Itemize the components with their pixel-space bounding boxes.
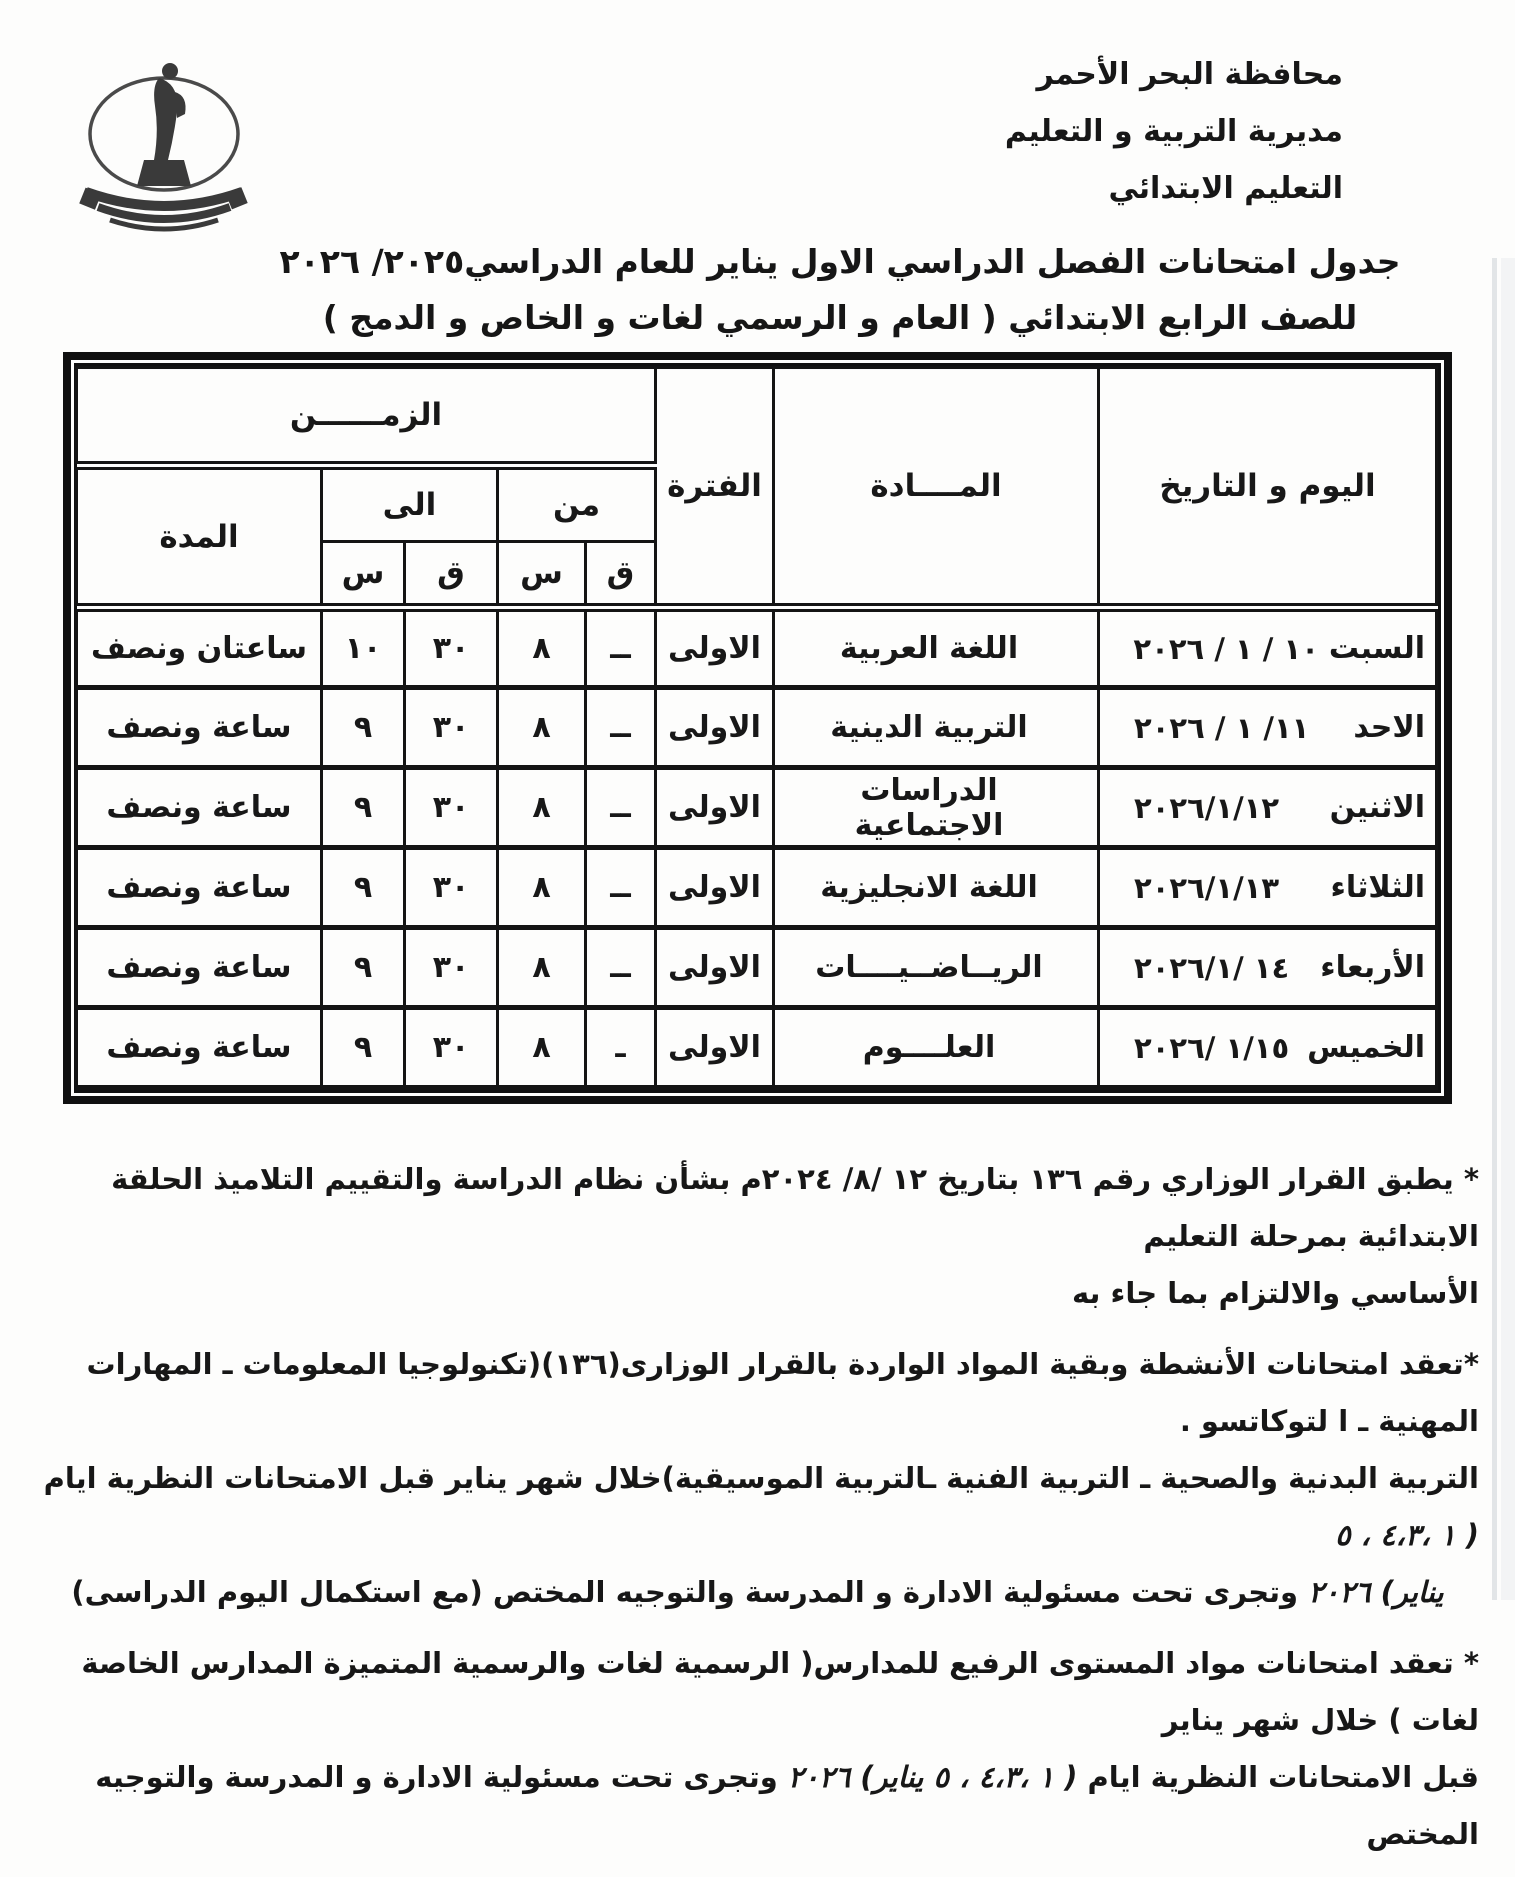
duration-cell: ساعة ونصف [76,928,321,1008]
to-hours-cell: ٩ [322,928,405,1008]
scan-artifact-line [1492,258,1497,1600]
footnote-text: وتجرى تحت مسئولية الادارة و المدرسة والتوجيه المختص (مع استكمال اليوم الدراسى) [71,1575,1309,1609]
exam-schedule-table [75,366,1438,1090]
to-minutes-cell: ٣٠ [405,688,498,768]
footnote-text: قبل الامتحانات النظرية ايام [1077,1760,1479,1794]
col-header-duration: المدة [76,466,321,608]
to-minutes-cell: ٣٠ [405,608,498,688]
exam-date: ٢٠٢٦/ ١/١٥ [1134,1030,1290,1065]
org-line-directorate: مديرية التربية و التعليم [1004,114,1343,149]
period-cell: الاولى [656,928,774,1008]
footnote-activities [36,1336,1479,1621]
to-minutes-cell: ٣٠ [405,848,498,928]
subject-cell: اللغة العربية [774,608,1099,688]
duration-cell: ساعتان ونصف [76,608,321,688]
footnote-text: وتجرى تحت مسئولية الادارة و المدرسة والتوجيه المختص [95,1760,1479,1851]
period-cell: الاولى [656,608,774,688]
day-name: الخميس [1307,1030,1425,1065]
from-minutes-cell: ــ [586,848,656,928]
subject-cell: الدراسات الاجتماعية [774,768,1099,848]
duration-cell: ساعة ونصف [76,688,321,768]
scan-artifact-edge [1501,258,1515,1600]
from-hours-cell: ٨ [498,1008,586,1088]
from-hours-cell: ٨ [498,848,586,928]
day-name: الاحد [1353,710,1425,745]
footnote-line [36,1564,1479,1621]
org-line-stage: التعليم الابتدائي [1108,171,1343,206]
footnote-dates: يناير) ٢٠٢٦ [1308,1575,1444,1609]
from-hours-cell: ٨ [498,608,586,688]
to-minutes-cell: ٣٠ [405,928,498,1008]
subject-cell: اللغة الانجليزية [774,848,1099,928]
col-header-day-date: اليوم و التاريخ [1099,368,1437,608]
to-hours-cell: ٩ [322,688,405,768]
period-cell: الاولى [656,768,774,848]
table-row [76,688,1436,768]
subject-cell: الريــاضــيــــات [774,928,1099,1008]
from-minutes-cell: ــ [586,608,656,688]
to-hours-cell: ٩ [322,768,405,848]
to-hours-cell: ٩ [322,848,405,928]
table-row [76,768,1436,848]
from-minutes-cell: ــ [586,688,656,768]
governorate-statue-emblem-icon [58,34,268,234]
subject-cell: العلــــوم [774,1008,1099,1088]
col-header-to-hours: س [322,542,405,608]
col-header-to-minutes: ق [405,542,498,608]
title-line-2: للصف الرابع الابتدائي ( العام و الرسمي لغات و الخاص و الدمج ) [322,298,1358,337]
exam-date: ٢٠٢٦/١/١٣ [1134,870,1280,905]
org-header [1005,46,1343,217]
to-hours-cell: ١٠ [322,608,405,688]
from-hours-cell: ٨ [498,768,586,848]
exam-date: ٢٠٢٦ / ١ / ١٠ [1133,631,1319,666]
col-header-period: الفترة [656,368,774,608]
footnote-line [36,1450,1479,1564]
day-name: الثلاثاء [1330,870,1425,905]
footnote-line: الأساسي والالتزام بما جاء به [1071,1276,1479,1310]
footnote-advanced-level [36,1635,1479,1863]
from-minutes-cell: ـ [586,1008,656,1088]
footnotes [36,1151,1479,1877]
footnote-decree [36,1151,1479,1322]
footnote-line: * تعقد امتحانات مواد المستوى الرفيع للمدارس( الرسمية لغات والرسمية المتميزة المدارس الخاصة لغات ) خلال شهر يناير [81,1646,1479,1737]
from-minutes-cell: ــ [586,928,656,1008]
exam-schedule-table-frame [63,352,1452,1104]
title-line-1: جدول امتحانات الفصل الدراسي الاول يناير للعام الدراسي٢٠٢٥/ ٢٠٢٦ [279,242,1401,281]
duration-cell: ساعة ونصف [76,1008,321,1088]
col-header-time: الزمــــــن [76,368,655,466]
table-row [76,928,1436,1008]
exam-date: ٢٠٢٦/١/ ١٤ [1134,950,1290,985]
col-header-from: من [498,466,656,542]
to-minutes-cell: ٣٠ [405,768,498,848]
footnote-text: التربية البدنية والصحية ـ التربية الفنية ـالتربية الموسيقية)خلال شهر يناير قبل الامتحانات النظرية ايام [43,1461,1479,1495]
footnote-line [36,1749,1479,1863]
table-row [76,1008,1436,1088]
exam-date: ٢٠٢٦ / ١ /١١ [1134,710,1310,745]
table-row [76,608,1436,688]
duration-cell: ساعة ونصف [76,768,321,848]
duration-cell: ساعة ونصف [76,848,321,928]
document-title [165,234,1515,346]
col-header-from-minutes: ق [586,542,656,608]
from-minutes-cell: ــ [586,768,656,848]
period-cell: الاولى [656,1008,774,1088]
footnote-dates: ( ١ ،٤،٣ ، ٥ يناير) ٢٠٢٦ [787,1760,1078,1794]
footnote-dates: ( ١ ،٤،٣ ، ٥ [1334,1518,1479,1552]
col-header-subject: المــــادة [774,368,1099,608]
day-name: السبت [1328,631,1425,666]
to-minutes-cell: ٣٠ [405,1008,498,1088]
org-line-governorate: محافظة البحر الأحمر [1036,57,1343,92]
from-hours-cell: ٨ [498,928,586,1008]
from-hours-cell: ٨ [498,688,586,768]
period-cell: الاولى [656,688,774,768]
to-hours-cell: ٩ [322,1008,405,1088]
footnote-line: *تعقد امتحانات الأنشطة وبقية المواد الواردة بالقرار الوزارى(١٣٦)(تكنولوجيا المعلومات ـ المهارات المهنية ـ ا لتوكاتسو . [86,1347,1479,1438]
footnote-line: * يطبق القرار الوزاري رقم ١٣٦ بتاريخ ١٢ /٨/ ٢٠٢٤م بشأن نظام الدراسة والتقييم التلاميذ الحلقة الابتدائية بمرحلة التعليم [111,1162,1479,1253]
exam-date: ٢٠٢٦/١/١٢ [1134,790,1280,825]
col-header-to: الى [322,466,498,542]
day-name: الأربعاء [1320,950,1425,985]
col-header-from-hours: س [498,542,586,608]
table-row [76,848,1436,928]
day-name: الاثنين [1329,790,1425,825]
period-cell: الاولى [656,848,774,928]
subject-cell: التربية الدينية [774,688,1099,768]
